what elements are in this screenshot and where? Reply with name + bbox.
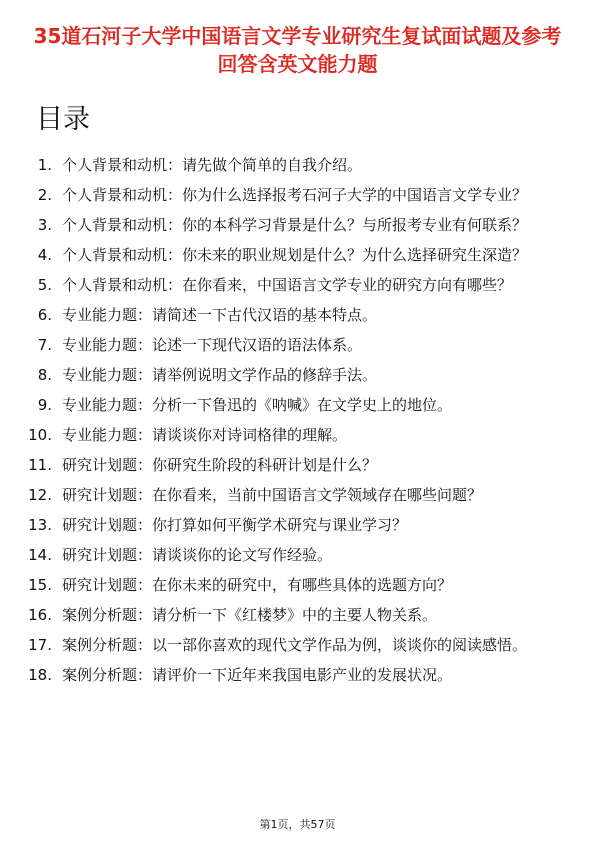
toc-item-number: 2. [37, 186, 52, 204]
toc-item-text: 专业能力题：分析一下鲁迅的《呐喊》在文学史上的地位。 [62, 396, 453, 414]
toc-item-text: 个人背景和动机：你的本科学习背景是什么？与所报考专业有何联系？ [62, 216, 528, 234]
toc-item[interactable] [0, 245, 595, 266]
toc-item-number: 8. [37, 366, 52, 384]
toc-item[interactable] [0, 275, 595, 296]
toc-item-number: 16. [28, 606, 52, 624]
page-footer: 第1页，共57页 [259, 818, 336, 831]
toc-item-number: 18. [28, 666, 52, 684]
table-of-contents [0, 155, 595, 695]
toc-item-number: 10. [28, 426, 52, 444]
toc-item[interactable] [0, 545, 595, 566]
toc-item[interactable] [0, 425, 595, 446]
toc-item-number: 13. [28, 516, 52, 534]
toc-item[interactable] [0, 455, 595, 476]
toc-item-number: 7. [37, 336, 52, 354]
toc-item-number: 14. [28, 546, 52, 564]
toc-item-number: 17. [28, 636, 52, 654]
toc-item[interactable] [0, 575, 595, 596]
toc-item-text: 研究计划题：请谈谈你的论文写作经验。 [62, 546, 333, 564]
toc-item[interactable] [0, 485, 595, 506]
toc-item-number: 5. [37, 276, 52, 294]
toc-item-text: 研究计划题：你打算如何平衡学术研究与课业学习？ [62, 516, 408, 534]
toc-item-text: 研究计划题：在你看来，当前中国语言文学领域存在哪些问题？ [62, 486, 483, 504]
toc-item-number: 4. [37, 246, 52, 264]
toc-heading: 目录 [36, 104, 90, 135]
toc-item[interactable] [0, 665, 595, 686]
toc-item-text: 研究计划题：你研究生阶段的科研计划是什么？ [62, 456, 378, 474]
toc-item[interactable] [0, 155, 595, 176]
toc-item[interactable] [0, 215, 595, 236]
toc-item-text: 专业能力题：请简述一下古代汉语的基本特点。 [62, 306, 378, 324]
toc-item[interactable] [0, 365, 595, 386]
toc-item[interactable] [0, 305, 595, 326]
toc-item-number: 3. [37, 216, 52, 234]
toc-item-text: 专业能力题：请谈谈你对诗词格律的理解。 [62, 426, 348, 444]
toc-item-number: 15. [28, 576, 52, 594]
toc-item[interactable] [0, 335, 595, 356]
toc-item-text: 个人背景和动机：你为什么选择报考石河子大学的中国语言文学专业？ [62, 186, 528, 204]
toc-item-number: 6. [37, 306, 52, 324]
toc-item-text: 专业能力题：请举例说明文学作品的修辞手法。 [62, 366, 378, 384]
document-title: 35道石河子大学中国语言文学专业研究生复试面试题及参考回答含英文能力题 [33, 24, 562, 76]
toc-item[interactable] [0, 605, 595, 626]
toc-item-text: 研究计划题：在你未来的研究中，有哪些具体的选题方向？ [62, 576, 453, 594]
toc-item[interactable] [0, 635, 595, 656]
toc-item[interactable] [0, 395, 595, 416]
toc-item-number: 12. [28, 486, 52, 504]
toc-item-number: 11. [28, 456, 52, 474]
toc-item-text: 个人背景和动机：你未来的职业规划是什么？为什么选择研究生深造？ [62, 246, 528, 264]
toc-item-number: 9. [37, 396, 52, 414]
toc-item-number: 1. [37, 156, 52, 174]
toc-item-text: 案例分析题：以一部你喜欢的现代文学作品为例，谈谈你的阅读感悟。 [62, 636, 528, 654]
toc-item[interactable] [0, 515, 595, 536]
toc-item-text: 案例分析题：请分析一下《红楼梦》中的主要人物关系。 [62, 606, 438, 624]
toc-item-text: 专业能力题：论述一下现代汉语的语法体系。 [62, 336, 363, 354]
toc-item-text: 个人背景和动机：在你看来，中国语言文学专业的研究方向有哪些？ [62, 276, 513, 294]
toc-item[interactable] [0, 185, 595, 206]
toc-item-text: 案例分析题：请评价一下近年来我国电影产业的发展状况。 [62, 666, 453, 684]
toc-item-text: 个人背景和动机：请先做个简单的自我介绍。 [62, 156, 363, 174]
